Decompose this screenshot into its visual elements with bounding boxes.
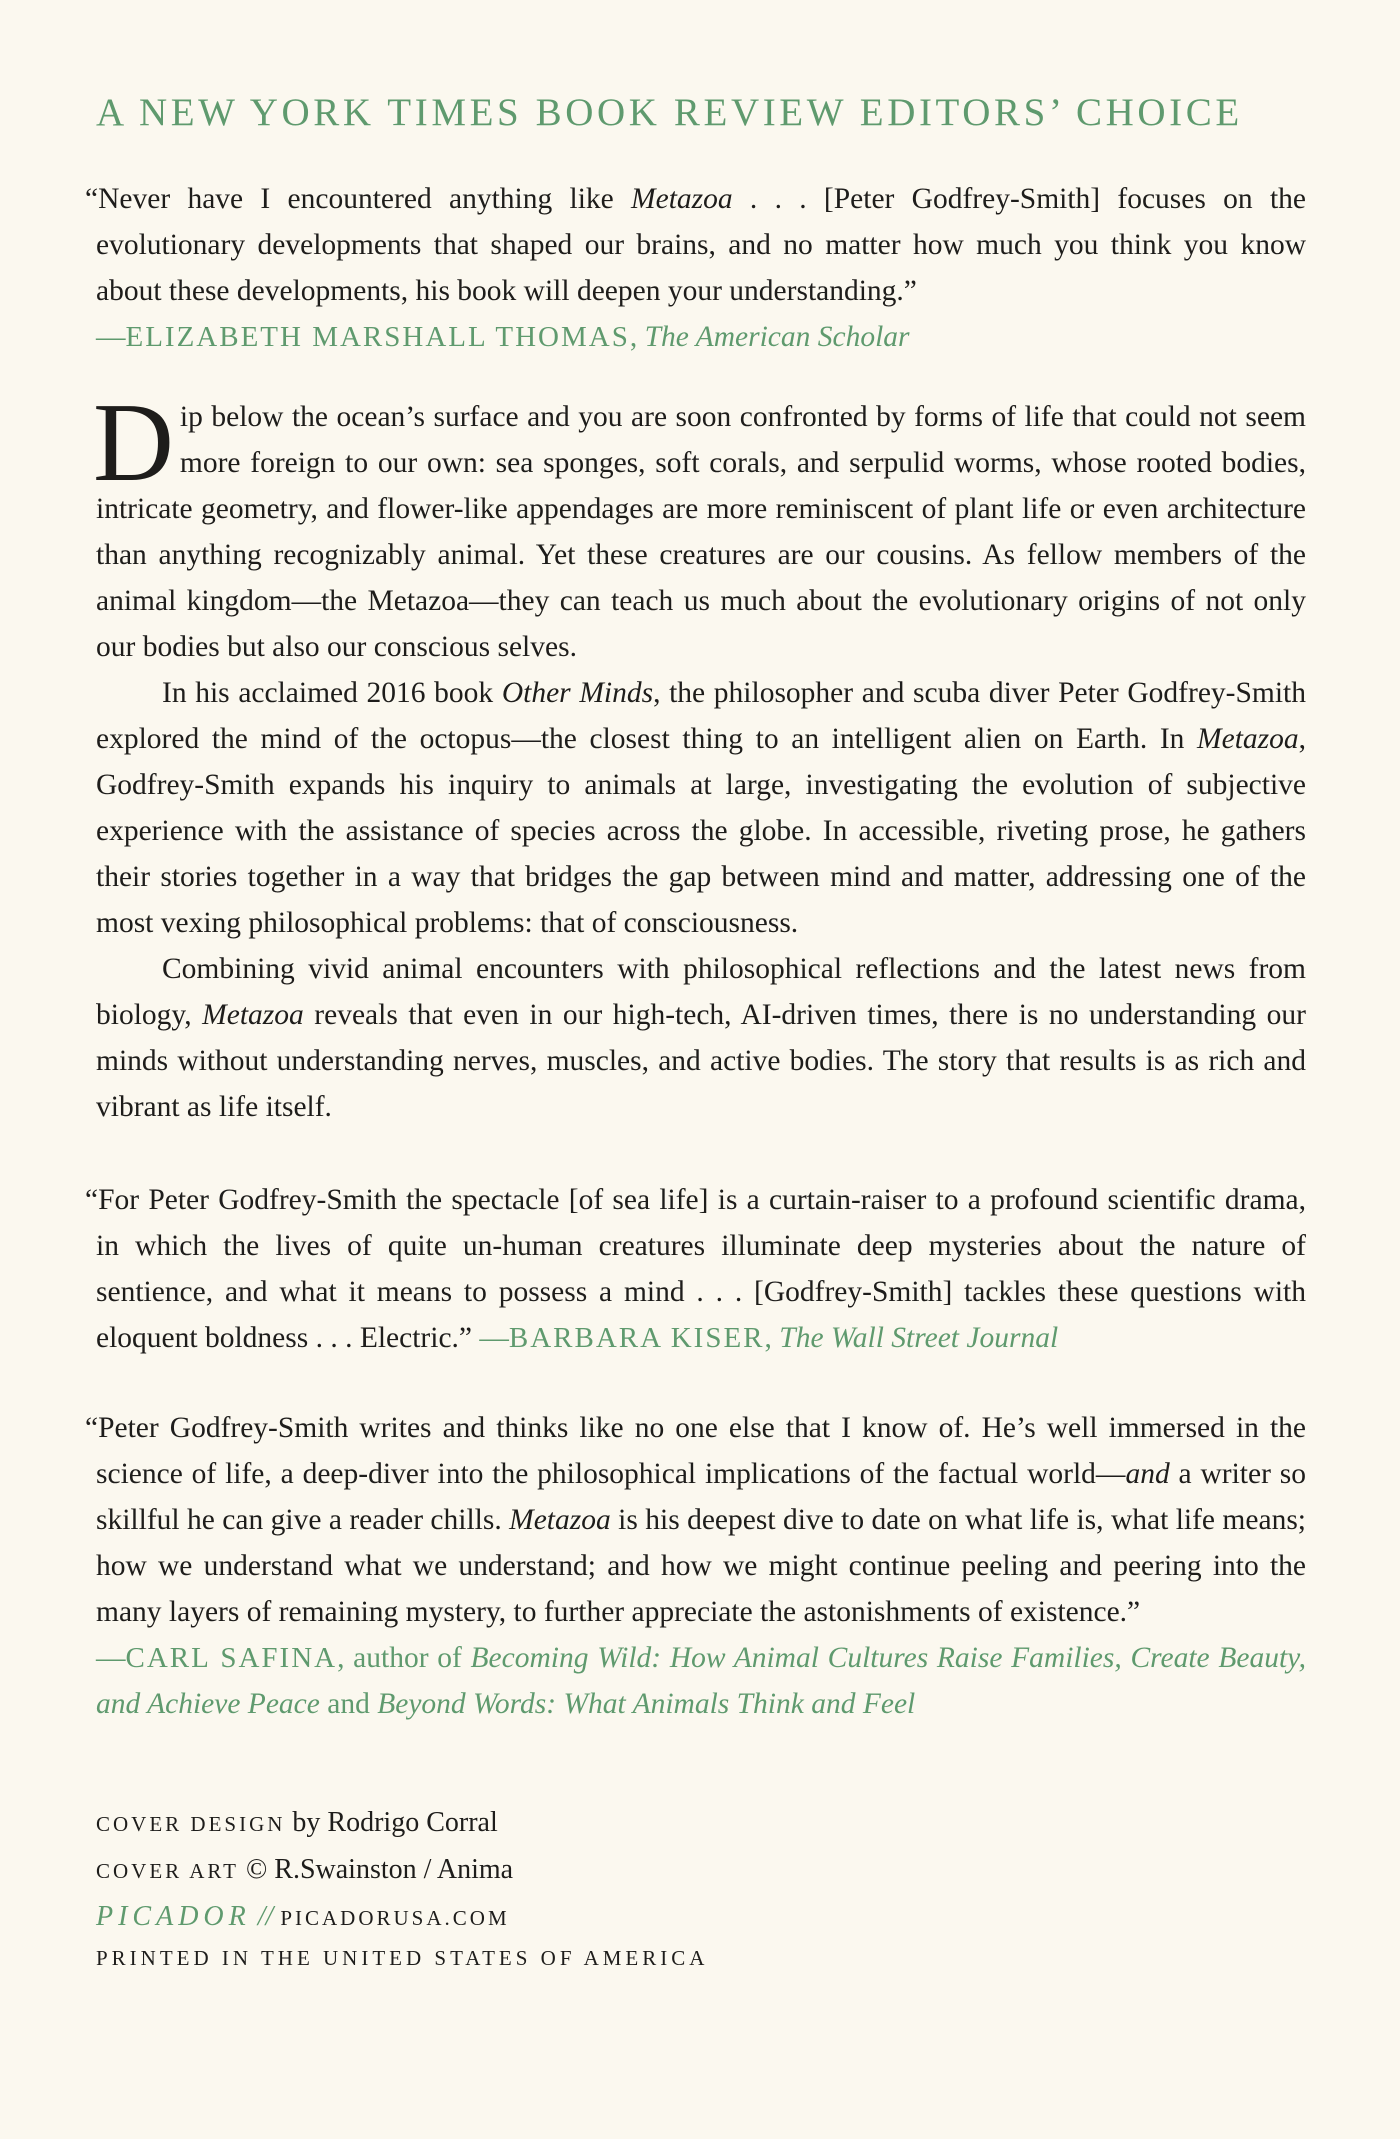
cover-art-credit: COVER ART © R.Swainston / Anima (96, 1854, 514, 1885)
review-quote-safina: “Peter Godfrey-Smith writes and thinks like no one else that I know of. He’s well immersed in the science of life, a deep-diver into the philosophical implications of the factual world—and a writer so skillful he can give a reader chills. Metazoa is his deepest dive to date on what life is, what life means; how we understand what we understand; and how we might continue peeling and peering into the many layers of remaining mystery, to further appreciate the astonishments of existence.” —CARL SAFINA, author of Becoming Wild: How Animal Cultures Raise Families, Create Beauty, and Achieve Peace and Beyond Words: What Animals Think and Feel (85, 1412, 1307, 1720)
publisher-logo: PICADOR (96, 1901, 251, 1932)
attribution-kiser: —BARBARA KISER, The Wall Street Journal (479, 1322, 1059, 1354)
description-paragraph-2: In his acclaimed 2016 book Other Minds, the philosopher and scuba diver Peter Godfrey-Smith explored the mind of the octopus—the closest thing to an intelligent alien on Earth. In Metazoa, Godfrey-Smith expands his inquiry to animals at large, investigating the evolution of subjective experience with the assistance of species across the globe. In accessible, riveting prose, he gathers their stories together in a way that bridges the gap between mind and matter, addressing one of the most vexing philosophical problems: that of consciousness. (96, 677, 1306, 939)
credits (96, 1800, 708, 1975)
publisher-url[interactable]: PICADORUSA.COM (280, 1906, 510, 1930)
editors-choice-heading: A NEW YORK TIMES BOOK REVIEW EDITORS’ CHOICE (96, 91, 1243, 134)
description-paragraph-1: Dip below the ocean’s surface and you are soon confronted by forms of life that could not seem more foreign to our own: sea sponges, soft corals, and serpulid worms, whose rooted bodies, intricate geometry, and flower-like appendages are more reminiscent of plant life or even architecture than anything recognizably animal. Yet these creatures are our cousins. As fellow members of the animal kingdom—the Metazoa—they can teach us much about the evolutionary origins of not only our bodies but also our conscious selves. (93, 381, 1306, 663)
publisher-line: PICADOR // PICADORUSA.COM (96, 1901, 510, 1932)
attribution-safina: —CARL SAFINA, author of Becoming Wild: How Animal Cultures Raise Families, Create Beauty, and Achieve Peace and Beyond Words: What Animals Think and Feel (96, 1642, 1306, 1720)
review-quote-thomas: “Never have I encountered anything like Metazoa . . . [Peter Godfrey-Smith] focuses on the evolutionary developments that shaped our brains, and no matter how much you think you know about these developments, his book will deepen your understanding.” —ELIZABETH MARSHALL THOMAS, The American Scholar (85, 183, 1306, 353)
book-description (93, 381, 1306, 1130)
cover-design-credit: COVER DESIGN by Rodrigo Corral (96, 1807, 498, 1838)
drop-cap: D (93, 381, 174, 505)
printed-in-line: PRINTED IN THE UNITED STATES OF AMERICA (96, 1946, 709, 1970)
attribution-thomas: —ELIZABETH MARSHALL THOMAS, The American Scholar (96, 321, 910, 353)
description-paragraph-3: Combining vivid animal encounters with philosophical reflections and the latest news from biology, Metazoa reveals that even in our high-tech, AI-driven times, there is no understanding our minds without understanding nerves, muscles, and active bodies. The story that results is as rich and vibrant as life itself. (96, 953, 1306, 1123)
review-quote-kiser: “For Peter Godfrey-Smith the spectacle [of sea life] is a curtain-raiser to a profound scientific drama, in which the lives of quite un-human creatures illuminate deep mysteries about the nature of sentience, and what it means to possess a mind . . . [Godfrey-Smith] tackles these questions with eloquent boldness . . . Electric.” —BARBARA KISER, The Wall Street Journal (85, 1184, 1306, 1354)
